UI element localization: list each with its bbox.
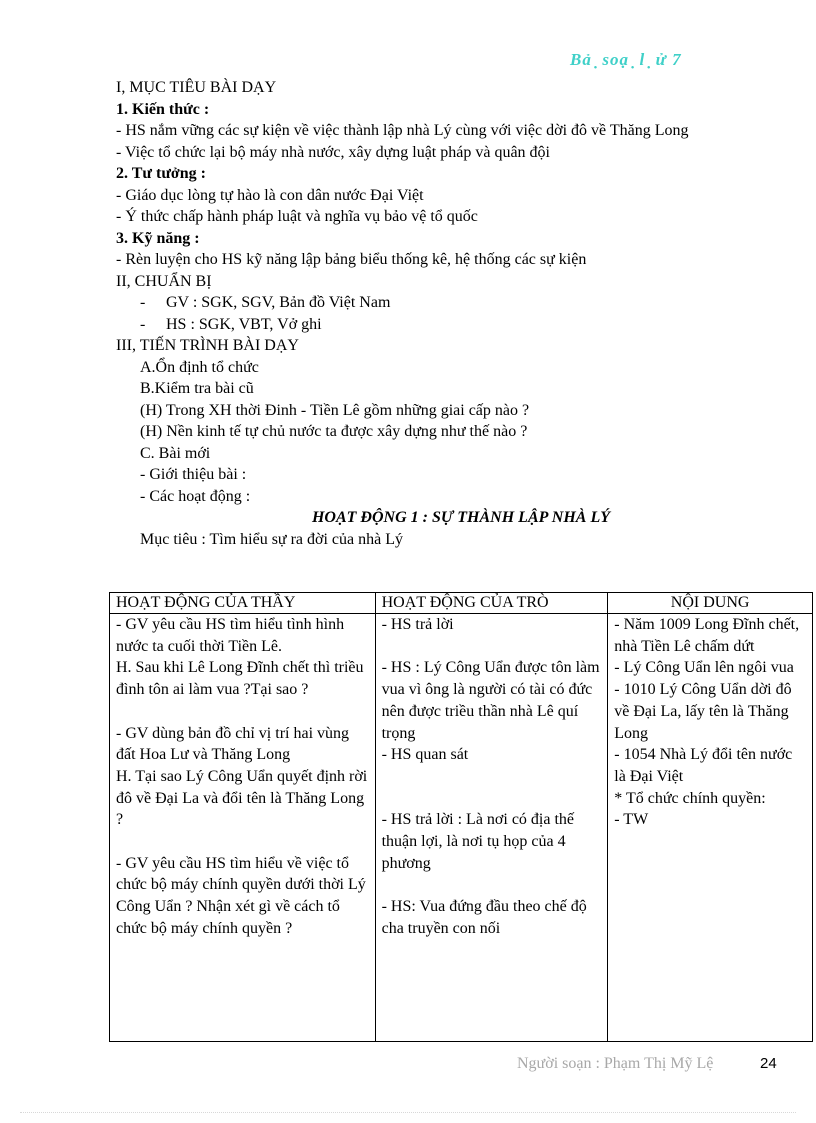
process-step: B.Kiểm tra bài cũ <box>140 380 254 397</box>
content-line: - Năm 1009 Long Đĩnh chết, nhà Tiền Lê chấm dứt <box>614 616 800 655</box>
preparation-item <box>116 292 776 314</box>
teacher-line: - GV yêu cầu HS tìm hiểu về việc tổ chức bộ máy chính quyền dưới thời Lý Công Uẩn ? Nhận xét gì về cách tổ chức bộ máy chính quyền ? <box>116 854 366 937</box>
preparation-text: HS : SGK, VBT, Vở ghi <box>166 315 322 333</box>
activity-objective: Mục tiêu : Tìm hiểu sự ra đời của nhà Lý <box>140 531 403 548</box>
lesson-content <box>116 77 776 551</box>
process-step: C. Bài mới <box>140 444 211 462</box>
skill-heading: 3. Kỹ năng : <box>116 229 200 247</box>
header-student: HOẠT ĐỘNG CỦA TRÒ <box>375 593 608 614</box>
knowledge-item: - HS nắm vững các sự kiện về việc thành lập nhà Lý cùng với việc dời đô về Thăng Long <box>116 122 689 139</box>
thought-heading: 2. Tư tưởng : <box>116 165 206 182</box>
thought-item: - Giáo dục lòng tự hào là con dân nước Đại Việt <box>116 186 424 204</box>
dash-bullet: - <box>140 294 146 311</box>
table-header-row <box>110 593 813 614</box>
preparation-text: GV : SGK, SGV, Bản đồ Việt Nam <box>166 294 391 311</box>
section-title-preparation: II, CHUẨN BỊ <box>116 272 212 290</box>
process-step: - Giới thiệu bài : <box>140 466 247 483</box>
content-line: - Lý Công Uẩn lên ngôi vua <box>614 659 794 677</box>
dash-bullet: - <box>140 315 146 333</box>
student-cell <box>375 614 608 1042</box>
page-number: 24 <box>760 1055 777 1072</box>
activity-title: HOẠT ĐỘNG 1 : SỰ THÀNH LẬP NHÀ LÝ <box>311 509 611 526</box>
teacher-line: H. Sau khi Lê Long Đĩnh chết thì triều đình tôn ai làm vua ?Tại sao ? <box>116 659 364 699</box>
review-question: (H) Trong XH thời Đinh - Tiền Lê gồm những giai cấp nào ? <box>140 401 530 419</box>
teacher-line: - GV dùng bản đồ chỉ vị trí hai vùng đất Hoa Lư và Thăng Long <box>116 724 350 764</box>
thought-item: - Ý thức chấp hành pháp luật và nghĩa vụ bảo vệ tổ quốc <box>116 208 478 225</box>
process-step: A.Ổn định tổ chức <box>140 358 259 376</box>
process-step: - Các hoạt động : <box>140 487 251 505</box>
student-line: - HS quan sát <box>381 746 469 764</box>
table-row <box>110 614 813 1042</box>
content-line: - 1010 Lý Công Uẩn dời đô về Đại La, lấy tên là Thăng Long <box>614 681 792 742</box>
activity-table <box>109 592 813 1042</box>
content-cell <box>608 614 813 1042</box>
teacher-line: - GV yêu cầu HS tìm hiểu tình hình nước ta cuối thời Tiền Lê. <box>116 616 345 655</box>
knowledge-heading: 1. Kiến thức : <box>116 100 210 118</box>
header-content: NỘI DUNG <box>608 593 813 614</box>
content-line: - 1054 Nhà Lý đổi tên nước là Đại Việt <box>614 746 793 785</box>
knowledge-item: - Việc tổ chức lại bộ máy nhà nước, xây dựng luật pháp và quân đội <box>116 143 550 161</box>
section-title-process: III, TIẾN TRÌNH BÀI DẠY <box>116 337 299 354</box>
content-line: - TW <box>614 811 649 829</box>
page-bottom-divider <box>20 1112 796 1113</box>
author-footer: Người soạn : Phạm Thị Mỹ Lệ <box>517 1055 714 1072</box>
content-line: * Tổ chức chính quyền: <box>614 789 766 807</box>
student-line: - HS trả lời : Là nơi có địa thế thuận lợi, là nơi tụ họp của 4 phương <box>381 811 575 872</box>
review-question: (H) Nền kinh tế tự chủ nước ta được xây dựng như thế nào ? <box>140 423 528 440</box>
header-watermark: Bả ̣ soạ ̣ l ̣ ử 7 <box>570 50 682 69</box>
student-line: - HS : Lý Công Uẩn được tôn làm vua vì ông là người có tài có đức nên được triều thần nhà Lê quí trọng <box>381 659 600 742</box>
student-line: - HS: Vua đứng đầu theo chế độ cha truyền con nối <box>381 898 587 937</box>
student-line: - HS trả lời <box>381 616 454 633</box>
skill-item: - Rèn luyện cho HS kỹ năng lập bảng biểu thống kê, hệ thống các sự kiện <box>116 251 587 268</box>
header-teacher: HOẠT ĐỘNG CỦA THẦY <box>110 593 376 614</box>
teacher-cell <box>110 614 376 1042</box>
section-title-objectives: I, MỤC TIÊU BÀI DẠY <box>116 79 277 96</box>
preparation-item <box>116 314 776 336</box>
teacher-line: H. Tại sao Lý Công Uẩn quyết định rời đô về Đại La và đổi tên là Thăng Long ? <box>116 767 368 829</box>
